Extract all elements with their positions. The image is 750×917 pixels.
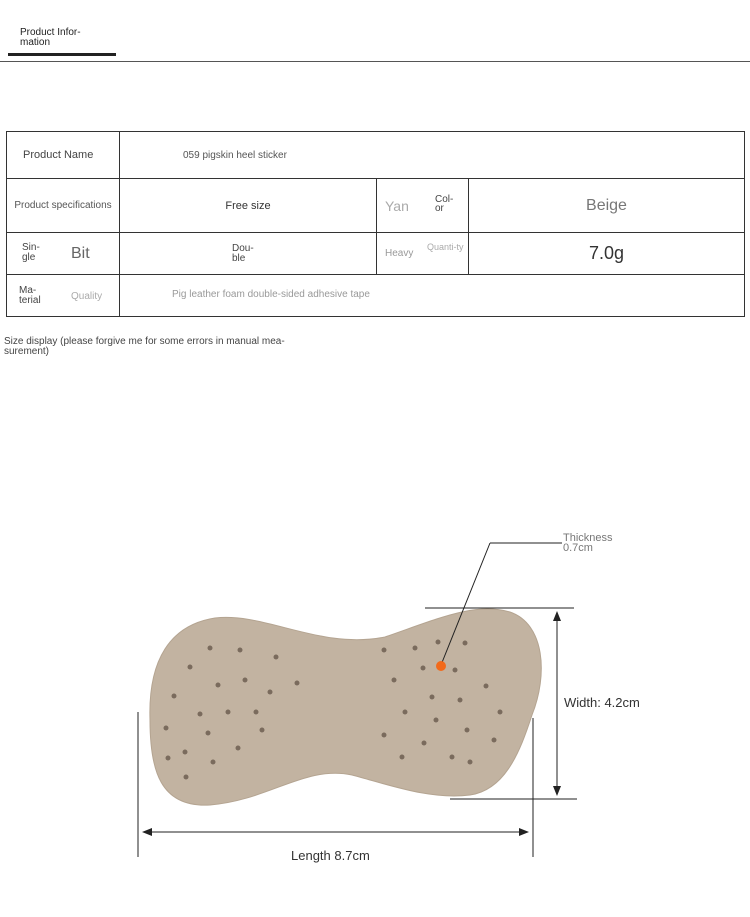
weight-value: 7.0g xyxy=(469,233,745,275)
material-label-cell xyxy=(7,275,120,317)
thickness-label: Thickness 0.7cm xyxy=(563,532,613,554)
product-specifications-label: Product specifications xyxy=(7,179,120,233)
color-label-a: Yan xyxy=(385,198,409,214)
spec-table xyxy=(6,131,745,317)
product-specifications-value: Free size xyxy=(120,179,377,233)
single-bit-label-cell xyxy=(7,233,120,275)
color-value: Beige xyxy=(469,179,745,233)
heel-pad-shape xyxy=(150,609,541,805)
product-name-label: Product Name xyxy=(7,132,120,179)
double-value: Dou-ble xyxy=(232,243,254,264)
tab-active-underline xyxy=(8,53,116,56)
tab-product-information[interactable]: Product Infor-mation xyxy=(20,27,81,48)
weight-label-b: Quanti-ty xyxy=(427,242,464,252)
table-row xyxy=(7,132,745,179)
bit-label: Bit xyxy=(71,245,90,262)
color-label-cell xyxy=(377,179,469,233)
width-label: Width: 4.2cm xyxy=(564,695,640,710)
table-row xyxy=(7,233,745,275)
material-label: Ma-terial xyxy=(19,285,41,306)
double-cell xyxy=(120,233,377,275)
quality-label: Quality xyxy=(71,291,103,302)
color-label-b: Col-or xyxy=(435,194,454,214)
weight-label-cell xyxy=(377,233,469,275)
weight-label-a: Heavy xyxy=(385,248,414,259)
header-divider xyxy=(0,61,750,62)
thickness-marker xyxy=(436,661,446,671)
size-display-caption: Size display (please forgive me for some errors in manual mea-surement) xyxy=(4,336,285,357)
single-label: Sin-gle xyxy=(22,242,40,263)
product-name-value: 059 pigskin heel sticker xyxy=(120,132,745,179)
length-label: Length 8.7cm xyxy=(291,848,370,863)
table-row xyxy=(7,275,745,317)
material-value-cell xyxy=(120,275,745,317)
table-row xyxy=(7,179,745,233)
material-value: Pig leather foam double-sided adhesive tape xyxy=(172,289,370,300)
